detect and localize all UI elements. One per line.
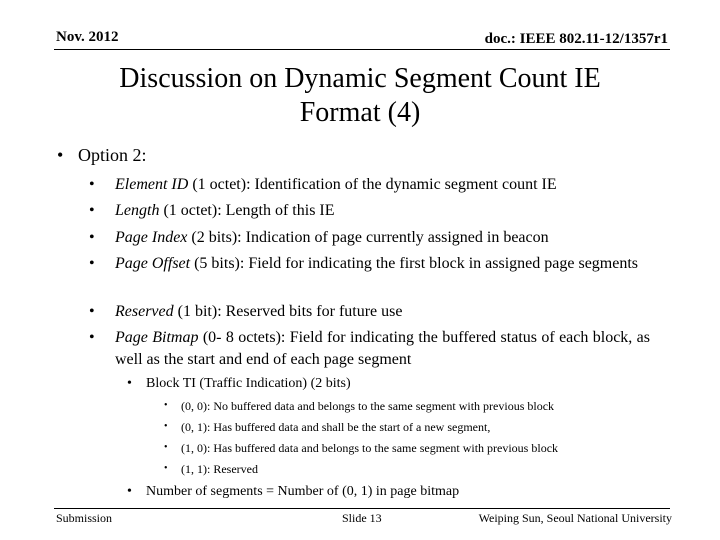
bullet-icon: • (89, 303, 95, 320)
ti-value-text: (1, 1): Reserved (181, 462, 258, 476)
ti-value-item (164, 419, 491, 435)
segments-note-text: Number of segments = Number of (0, 1) in page bitmap (146, 484, 460, 499)
field-desc: (2 bits): Indication of page currently assigned in beacon (187, 229, 549, 246)
segments-note-item (127, 483, 460, 501)
footer-divider (54, 508, 670, 509)
field-name: Page Offset (115, 255, 191, 272)
bullet-icon: • (164, 463, 168, 474)
ti-value-item (164, 398, 555, 414)
field-item-element-id (89, 174, 650, 196)
field-desc: (1 octet): Identification of the dynamic segment count IE (188, 176, 557, 193)
ti-value-text: (1, 0): Has buffered data and belongs to the same segment with previous block (181, 441, 559, 455)
field-desc: (1 bit): Reserved bits for future use (173, 303, 403, 320)
field-item-page-bitmap (89, 327, 650, 371)
footer-submission: Submission (56, 511, 113, 525)
ti-value-text: (0, 0): No buffered data and belongs to the same segment with previous block (181, 399, 555, 413)
slide-title (40, 62, 680, 130)
bullet-icon: • (127, 376, 132, 391)
slide-title-line-1: Discussion on Dynamic Segment Count IE (119, 63, 601, 94)
bullet-icon: • (127, 484, 132, 499)
slide-title-line-2: Format (4) (299, 97, 421, 128)
field-name: Reserved (115, 303, 174, 320)
bullet-icon: • (89, 202, 95, 219)
option-label: Option 2: (78, 145, 147, 165)
bullet-icon: • (164, 400, 168, 411)
header-doc-id: doc.: IEEE 802.11-12/1357r1 (484, 31, 668, 47)
bullet-icon: • (89, 176, 95, 193)
option-heading (57, 145, 147, 166)
ti-value-text: (0, 1): Has buffered data and shall be the start of a new segment, (181, 420, 491, 434)
block-ti-text: Block TI (Traffic Indication) (2 bits) (146, 376, 351, 391)
footer-slide-number: Slide 13 (342, 511, 382, 525)
ti-value-item (164, 461, 258, 477)
header-divider (54, 49, 670, 50)
field-item-page-offset (89, 253, 650, 275)
bullet-icon: • (89, 229, 95, 246)
footer-author: Weiping Sun, Seoul National University (478, 511, 672, 525)
field-name: Length (115, 202, 160, 219)
field-desc: (5 bits): Field for indicating the first block in assigned page segments (190, 255, 639, 272)
bullet-icon: • (164, 442, 168, 453)
field-item-reserved (89, 301, 650, 323)
field-item-length (89, 200, 650, 222)
bullet-icon: • (89, 255, 95, 272)
bullet-icon: • (57, 145, 64, 165)
field-name: Page Index (115, 229, 188, 246)
ti-value-item (164, 440, 559, 456)
field-item-page-index (89, 227, 650, 249)
field-name: Element ID (115, 176, 189, 193)
bullet-icon: • (89, 329, 95, 346)
block-ti-item (127, 375, 351, 393)
header-date: Nov. 2012 (56, 29, 119, 45)
field-desc: (0- 8 octets): Field for indicating the buffered status of each block, as well as the start and end of each page segment (115, 329, 650, 368)
field-desc: (1 octet): Length of this IE (159, 202, 335, 219)
field-name: Page Bitmap (115, 329, 199, 346)
bullet-icon: • (164, 421, 168, 432)
